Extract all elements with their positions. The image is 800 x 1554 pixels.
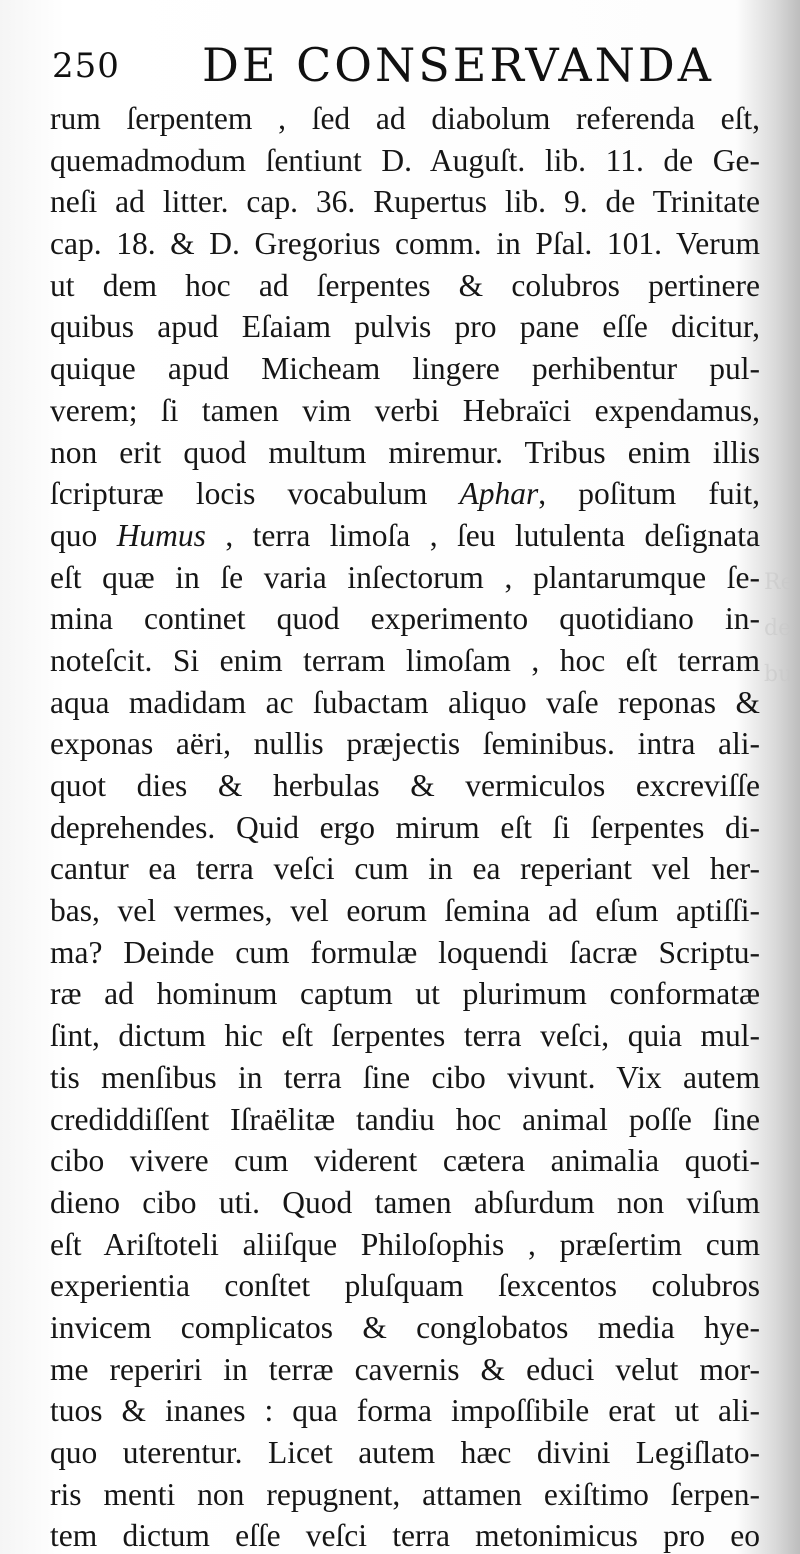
text-line bbox=[50, 890, 760, 932]
page-number: 250 bbox=[52, 46, 120, 86]
text-line bbox=[50, 390, 760, 432]
text-segment: quemadmodum ſentiunt D. Auguſt. lib. 11. de Ge- bbox=[50, 142, 760, 178]
text-segment: dieno cibo uti. Quod tamen abſurdum non viſum bbox=[50, 1184, 760, 1220]
text-line bbox=[50, 848, 760, 890]
text-segment: , poſitum fuit, bbox=[538, 476, 761, 512]
text-segment: rum ſerpentem , ſed ad diabolum referenda eſt, bbox=[50, 101, 760, 136]
text-line bbox=[50, 348, 760, 390]
text-line bbox=[50, 140, 760, 182]
text-segment: ut dem hoc ad ſerpentes & colubros pertinere bbox=[50, 267, 760, 303]
text-segment: ma? Deinde cum formulæ loquendi ſacræ Scriptu- bbox=[50, 934, 760, 970]
text-line bbox=[50, 1390, 760, 1432]
text-line bbox=[50, 306, 760, 348]
text-segment: quibus apud Eſaiam pulvis pro pane eſſe dicitur, bbox=[50, 309, 760, 345]
text-line bbox=[50, 1349, 760, 1391]
text-line bbox=[50, 682, 760, 724]
text-line bbox=[50, 640, 760, 682]
text-line bbox=[50, 1182, 760, 1224]
text-segment: ræ ad hominum captum ut plurimum conformatæ bbox=[50, 976, 760, 1012]
text-segment: crediddiſſent Iſraëlitæ tandiu hoc animal poſſe ſine bbox=[50, 1101, 760, 1137]
running-title: DE CONSERVANDA bbox=[202, 38, 714, 92]
text-segment: tuos & inanes : qua forma impoſſibile erat ut ali- bbox=[50, 1393, 760, 1429]
text-line bbox=[50, 1015, 760, 1057]
text-segment: quo uterentur. Licet autem hæc divini Legiſlato- bbox=[50, 1435, 760, 1470]
text-line bbox=[50, 1099, 760, 1141]
text-segment: aqua madidam ac ſubactam aliquo vaſe reponas & bbox=[50, 684, 760, 720]
bleed-through-fragment: de bbox=[764, 616, 792, 641]
text-segment: invicem complicatos & conglobatos media hye- bbox=[50, 1309, 760, 1345]
bleed-through-fragment: Re bbox=[764, 570, 794, 595]
text-line bbox=[50, 432, 760, 474]
text-segment: quo bbox=[50, 517, 117, 553]
text-segment: cantur ea terra veſci cum in ea reperiant vel her- bbox=[50, 851, 760, 887]
text-segment: me reperiri in terræ cavernis & educi velut mor- bbox=[50, 1351, 760, 1387]
body-text bbox=[50, 98, 760, 1554]
text-segment: bas, vel vermes, vel eorum ſemina ad eſum aptiſſi- bbox=[50, 893, 760, 929]
text-line bbox=[50, 223, 760, 265]
text-segment: ſint, dictum hic eſt ſerpentes terra veſci, quia mul- bbox=[50, 1018, 760, 1054]
text-line bbox=[50, 1224, 760, 1266]
text-segment: tem dictum eſſe veſci terra metonimicus pro eo bbox=[50, 1518, 760, 1554]
bleed-through-letters bbox=[764, 560, 794, 700]
text-line bbox=[50, 515, 760, 557]
text-segment: noteſcit. Si enim terram limoſam , hoc eſt terram bbox=[50, 642, 760, 678]
text-segment: cibo vivere cum viderent cætera animalia quoti- bbox=[50, 1143, 760, 1179]
text-segment: neſi ad litter. cap. 36. Rupertus lib. 9. de Trinitate bbox=[50, 184, 760, 220]
text-line bbox=[50, 1515, 760, 1554]
text-line bbox=[50, 1307, 760, 1349]
text-line bbox=[50, 723, 760, 765]
text-segment: cap. 18. & D. Gregorius comm. in Pſal. 101. Verum bbox=[50, 226, 760, 262]
text-segment: non erit quod multum miremur. Tribus enim illis bbox=[50, 434, 760, 470]
running-head bbox=[52, 38, 772, 94]
text-segment: tis menſibus in terra ſine cibo vivunt. Vix autem bbox=[50, 1059, 760, 1095]
text-line bbox=[50, 1432, 760, 1474]
text-line bbox=[50, 1140, 760, 1182]
text-line bbox=[50, 265, 760, 307]
text-line bbox=[50, 98, 760, 140]
text-segment: ſcripturæ locis vocabulum bbox=[50, 476, 460, 512]
text-line bbox=[50, 1474, 760, 1516]
text-line bbox=[50, 973, 760, 1015]
text-line bbox=[50, 932, 760, 974]
text-segment: mina continet quod experimento quotidiano in- bbox=[50, 601, 760, 637]
text-line bbox=[50, 807, 760, 849]
text-segment: , terra limoſa , ſeu lutulenta deſignata bbox=[205, 517, 761, 553]
text-segment: quique apud Micheam lingere perhibentur pul- bbox=[50, 351, 760, 387]
text-line bbox=[50, 765, 760, 807]
text-line bbox=[50, 473, 760, 515]
text-line bbox=[50, 598, 760, 640]
italic-word: Aphar bbox=[459, 476, 539, 512]
text-segment: eſt Ariſtoteli aliiſque Philoſophis , præſertim cum bbox=[50, 1226, 760, 1262]
text-segment: experientia conſtet pluſquam ſexcentos colubros bbox=[50, 1268, 760, 1304]
text-line bbox=[50, 1057, 760, 1099]
text-segment: deprehendes. Quid ergo mirum eſt ſi ſerpentes di- bbox=[50, 809, 760, 845]
text-line bbox=[50, 557, 760, 599]
text-segment: quot dies & herbulas & vermiculos excreviſſe bbox=[50, 768, 760, 803]
italic-word: Humus bbox=[116, 517, 206, 553]
text-segment: eſt quæ in ſe varia inſectorum , plantarumque ſe- bbox=[50, 559, 760, 595]
text-segment: exponas aëri, nullis præjectis ſeminibus. intra ali- bbox=[50, 726, 760, 762]
text-line bbox=[50, 1265, 760, 1307]
text-segment: verem; ſi tamen vim verbi Hebraïci expendamus, bbox=[50, 392, 760, 428]
text-line bbox=[50, 181, 760, 223]
text-segment: ris menti non repugnent, attamen exiſtimo ſerpen- bbox=[50, 1476, 760, 1512]
bleed-through-fragment: bu bbox=[764, 662, 793, 687]
